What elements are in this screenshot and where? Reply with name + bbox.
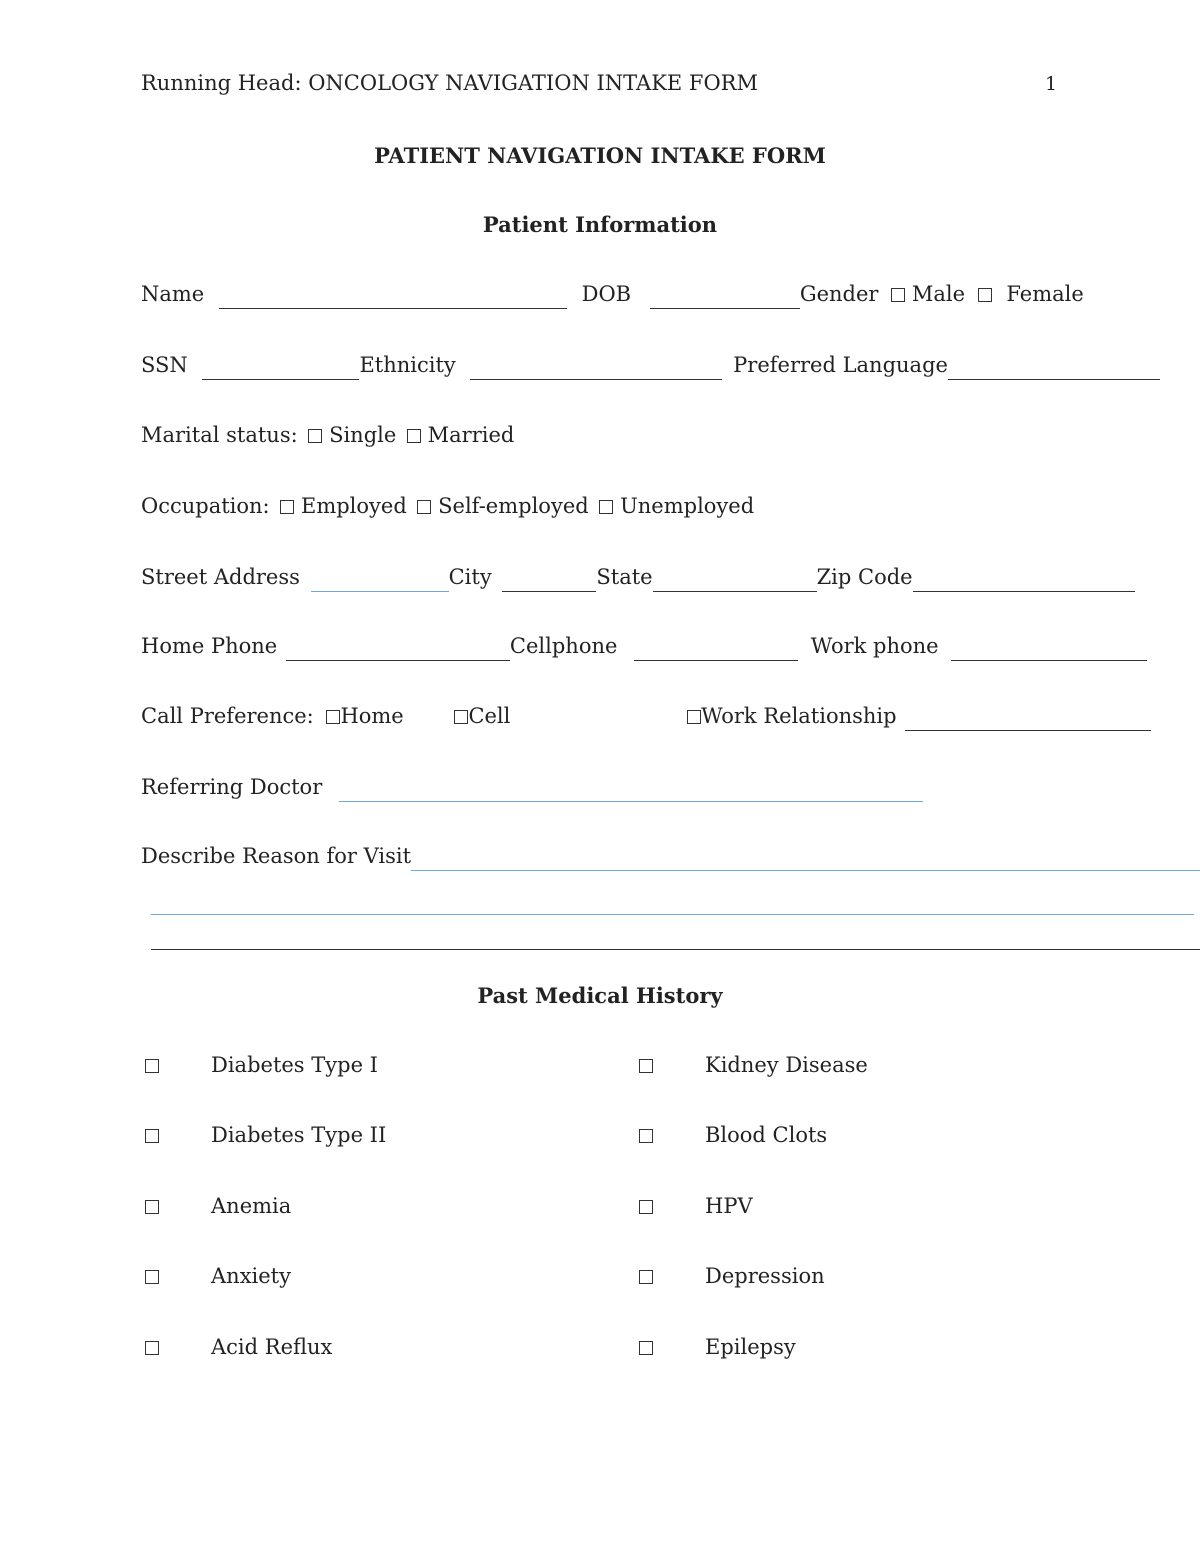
history-item: Acid Reflux: [211, 1335, 333, 1359]
city-field[interactable]: [502, 567, 596, 592]
zip-code-field[interactable]: [913, 567, 1135, 592]
gender-female-label: Female: [1006, 282, 1084, 306]
ssn-label: SSN: [141, 353, 188, 377]
history-checkbox[interactable]: [639, 1200, 653, 1214]
reason-for-visit-line-3[interactable]: [151, 949, 1200, 950]
city-label: City: [448, 565, 492, 589]
history-checkbox[interactable]: [145, 1341, 159, 1355]
history-item: Epilepsy: [705, 1335, 796, 1359]
history-item: Diabetes Type I: [211, 1053, 378, 1077]
history-checkbox[interactable]: [639, 1270, 653, 1284]
call-cell-label: Cell: [468, 704, 511, 728]
occupation-employed-checkbox[interactable]: [280, 500, 294, 514]
reason-for-visit-label: Describe Reason for Visit: [141, 844, 412, 868]
relationship-label: Relationship: [763, 704, 897, 728]
preferred-language-label: Preferred Language: [733, 353, 948, 377]
row-referring-doctor: [141, 772, 923, 802]
preferred-language-field[interactable]: [948, 366, 1160, 380]
occupation-unemployed-checkbox[interactable]: [599, 500, 613, 514]
marital-single-label: Single: [329, 423, 397, 447]
dob-label: DOB: [581, 282, 632, 306]
history-checkbox[interactable]: [145, 1270, 159, 1284]
section-heading-past-medical-history: Past Medical History: [477, 983, 723, 1008]
occupation-employed-label: Employed: [301, 494, 407, 518]
history-checkbox[interactable]: [639, 1059, 653, 1073]
cellphone-field[interactable]: [634, 636, 798, 661]
row-phones: [141, 631, 1147, 661]
gender-male-label: Male: [911, 282, 965, 306]
relationship-field[interactable]: [905, 706, 1151, 731]
name-field[interactable]: [219, 284, 567, 309]
call-work-checkbox[interactable]: [687, 710, 701, 724]
ethnicity-field[interactable]: [470, 355, 722, 380]
reason-for-visit-line-2[interactable]: [151, 914, 1194, 915]
section-heading-patient-information: Patient Information: [482, 212, 718, 237]
street-address-field[interactable]: [311, 567, 449, 592]
referring-doctor-field[interactable]: [339, 777, 923, 802]
state-label: State: [596, 565, 653, 589]
row-ssn-ethnicity-language: [141, 350, 1160, 380]
row-name-dob-gender: [141, 279, 1084, 309]
history-item: Kidney Disease: [705, 1053, 868, 1077]
marital-married-label: Married: [427, 423, 515, 447]
history-item: HPV: [705, 1194, 753, 1218]
row-marital-status: [141, 420, 514, 450]
occupation-unemployed-label: Unemployed: [620, 494, 755, 518]
history-item: Anxiety: [211, 1264, 291, 1288]
page-number: 1: [1045, 73, 1058, 95]
home-phone-label: Home Phone: [141, 634, 278, 658]
history-item: Anemia: [211, 1194, 292, 1218]
history-checkbox[interactable]: [639, 1129, 653, 1143]
call-cell-checkbox[interactable]: [454, 710, 468, 724]
ssn-field[interactable]: [202, 355, 359, 380]
occupation-self-employed-checkbox[interactable]: [417, 500, 431, 514]
history-checkbox[interactable]: [639, 1341, 653, 1355]
home-phone-field[interactable]: [286, 636, 510, 661]
referring-doctor-label: Referring Doctor: [141, 775, 323, 799]
occupation-label: Occupation:: [141, 494, 270, 518]
form-title: PATIENT NAVIGATION INTAKE FORM: [374, 143, 826, 168]
cellphone-label: Cellphone: [509, 634, 618, 658]
running-head: Running Head: ONCOLOGY NAVIGATION INTAKE FORM: [141, 71, 758, 95]
history-checkbox[interactable]: [145, 1059, 159, 1073]
reason-for-visit-field[interactable]: [411, 846, 1200, 871]
marital-status-label: Marital status:: [141, 423, 298, 447]
row-occupation: [141, 491, 754, 521]
street-address-label: Street Address: [141, 565, 300, 589]
zip-code-label: Zip Code: [816, 565, 913, 589]
gender-label: Gender: [799, 282, 879, 306]
history-item: Diabetes Type II: [211, 1123, 387, 1147]
gender-male-checkbox[interactable]: [891, 288, 905, 302]
row-address: [141, 562, 1135, 592]
row-reason-for-visit: [141, 841, 1200, 871]
call-home-checkbox[interactable]: [326, 710, 340, 724]
name-label: Name: [141, 282, 205, 306]
history-item: Blood Clots: [705, 1123, 828, 1147]
gender-female-checkbox[interactable]: [978, 288, 992, 302]
occupation-self-employed-label: Self-employed: [438, 494, 589, 518]
call-work-label: Work: [701, 704, 757, 728]
marital-married-checkbox[interactable]: [407, 429, 421, 443]
marital-single-checkbox[interactable]: [308, 429, 322, 443]
dob-field[interactable]: [650, 284, 800, 309]
ethnicity-label: Ethnicity: [359, 353, 456, 377]
call-home-label: Home: [340, 704, 404, 728]
history-checkbox[interactable]: [145, 1200, 159, 1214]
history-checkbox[interactable]: [145, 1129, 159, 1143]
state-field[interactable]: [653, 567, 817, 592]
work-phone-label: Work phone: [810, 634, 939, 658]
history-item: Depression: [705, 1264, 825, 1288]
call-preference-label: Call Preference:: [141, 704, 314, 728]
work-phone-field[interactable]: [951, 636, 1147, 661]
row-call-preference: [141, 701, 1151, 731]
